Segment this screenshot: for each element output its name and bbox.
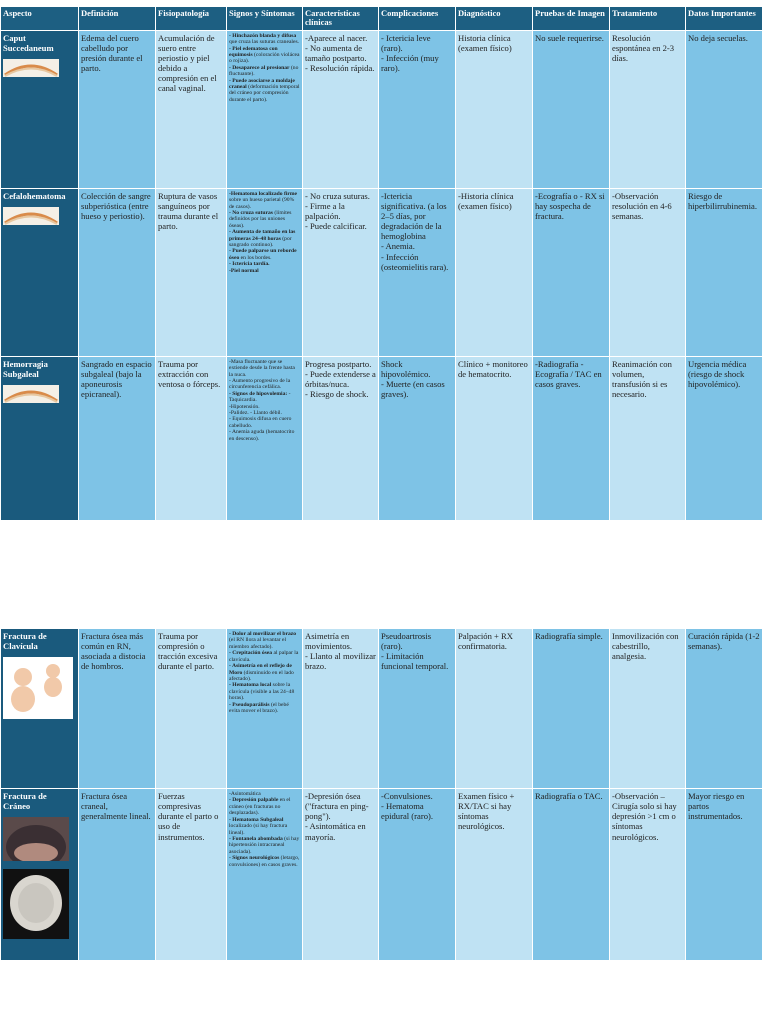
cell-text: - Muerte (en casos graves). [381,378,445,400]
datos-cell [686,629,763,789]
cell-text: Pseudoartrosis (raro). [381,631,432,652]
sign-text: -Piel normal [229,267,259,274]
sign-text: (coloración violácea o rojiza). [229,51,300,65]
diagnostico-cell [456,188,533,356]
cell-text: Caput Succedaneum [3,32,54,53]
sign-text: - Signos de hipovolemia: [229,390,288,397]
header-cell: Complicaciones [379,7,456,31]
clinicas-cell [303,30,379,188]
cell-text: -Radiografía -Ecografía / TAC en casos graves. [535,358,602,389]
cell-text: -Aparece al nacer. [305,32,368,43]
sign-text: - Fontanela abombada [229,835,283,842]
cell-text: Edema del cuero cabelludo por presión durante el parto. [81,32,143,74]
cell-text: Curación rápida (1-2 semanas). [688,631,760,652]
sign-text: - Anemia aguda (hematocrito en descenso). [229,429,295,442]
infant-head-icon [3,817,69,861]
diagnostico-cell [456,356,533,520]
sign-text: en el cráneo (en fracturas no desplazadas). [229,797,291,817]
cell-text: Examen físico + RX/TAC si hay síntomas neurológicos. [458,791,515,832]
cell-text: -Historia clínica (examen físico) [458,190,514,211]
imagen-cell [533,30,610,188]
header-cell: Tratamiento [610,7,686,31]
cell-text: - Riesgo de shock. [305,389,369,400]
complicaciones-cell [379,30,456,188]
fisio-cell [156,629,227,789]
complicaciones-cell [379,629,456,789]
scalp-diagram-icon [3,207,59,225]
scalp-diagram-icon [3,385,59,403]
cell-text: Urgencia médica (riesgo de shock hipovolémico). [688,358,747,389]
imagen-cell [533,629,610,789]
cell-text: Clínico + monitoreo de hematocrito. [458,358,528,379]
cell-text: - Infección (muy raro). [381,52,439,74]
skull-ct-icon [3,869,69,939]
definicion-cell [79,629,156,789]
sign-text: que cruza las suturas craneales. [229,39,300,46]
clinicas-cell [303,789,379,961]
sign-text: - Signos neurológicos [229,855,280,862]
cell-text: Radiografía o TAC. [535,791,603,801]
cell-text: Fractura ósea más común en RN, asociada a distocia de hombros. [81,631,146,672]
scalp-diagram-icon [3,59,59,77]
sign-text: - Hinchazón blanda y difusa [229,32,297,39]
sign-text: - No cruza suturas [229,209,273,216]
sign-text: (límites definidos por las uniones óseas). [229,209,292,229]
header-row [1,7,763,31]
sign-text: - Hematoma local [229,682,272,689]
aspect-cell [1,356,79,520]
sign-text: -Asintomática [229,791,261,797]
cell-text: -Convulsiones. [381,791,433,801]
aspect-cell [1,30,79,188]
signs-cell [227,629,303,789]
diagnostico-cell [456,789,533,961]
fisio-cell [156,30,227,188]
cell-text: Inmovilización con cabestrillo, analgesia. [612,631,679,662]
complicaciones-cell [379,188,456,356]
cell-text: Acumulación de suero entre periostio y piel debido a compresión en el canal vaginal. [158,32,217,94]
datos-cell [686,188,763,356]
sign-text: (no fluctuante). [229,64,299,78]
table-row [1,356,763,520]
imagen-cell [533,356,610,520]
datos-cell [686,30,763,188]
sign-text: (letargo, convulsiones) en casos graves. [229,855,300,868]
tratamiento-cell [610,188,686,356]
sign-text: -Hematoma localizado firme [229,190,298,197]
definicion-cell [79,789,156,961]
tratamiento-cell [610,356,686,520]
cell-text: - No cruza suturas. [305,190,370,201]
clinicas-cell [303,629,379,789]
cell-text: -Observación resolución en 4-6 semanas. [612,190,672,221]
cell-text: Asimetría en movimientos. [305,631,353,652]
diagnostico-cell [456,30,533,188]
signs-cell [227,30,303,188]
imagen-cell [533,188,610,356]
sign-text: (si hay hipertensión intracraneal asociada). [229,835,300,855]
cell-text: -Depresión ósea ("fractura en ping-pong"). [305,791,369,822]
sign-text: -Hipotensión. [229,403,260,410]
table-row [1,629,763,789]
aspect-cell [1,629,79,789]
sign-text: sobre un hueso parietal (90% de casos). [229,197,295,210]
sign-text: - Piel edematosa con equimosis [229,45,278,58]
header-cell: Aspecto [1,7,79,31]
birth-trauma-table-bottom [0,628,763,961]
complicaciones-cell [379,789,456,961]
header-cell: Pruebas de Imagen [533,7,610,31]
tratamiento-cell [610,30,686,188]
cell-text: - Infección (osteomielitis rara). [381,251,449,272]
sign-text: - Desaparece al presionar [229,64,290,71]
cell-text: Sangrado en espacio subgaleal (bajo la aponeurosis epicraneal). [81,358,152,400]
cell-text: Resolución espontánea en 2-3 días. [612,32,675,63]
sign-text: (disminuido en el lado afectado). [229,669,294,682]
signs-cell [227,789,303,961]
cell-text: Fractura de Clavícula [3,631,47,652]
cell-text: -Ecografía o - RX si hay sospecha de fractura. [535,190,605,221]
header-cell: Datos Importantes [686,7,763,31]
cell-text: - Firme a la palpación. [305,200,345,221]
datos-cell [686,356,763,520]
cell-text: - Ictericia leve (raro). [381,32,431,53]
sign-text: -Masa fluctuante que se extiende desde la frente hasta la nuca. [229,358,295,378]
diagnostico-cell [456,629,533,789]
cell-text: - Puede calcificar. [305,221,367,232]
cell-text: Mayor riesgo en partos instrumentados. [688,791,745,822]
header-cell: Definición [79,7,156,31]
cell-text: Trauma por extracción con ventosa o fórceps. [158,358,221,389]
sign-text: - Puede palparse un reborde óseo [229,248,297,261]
cell-text: Trauma por compresión o tracción excesiva durante el parto. [158,631,218,672]
header-cell: Fisiopatología [156,7,227,31]
cell-text: Radiografía simple. [535,631,603,641]
cell-text: - No aumenta de tamaño postparto. [305,42,367,63]
sign-text: sobre la clavícula (visible a las 24–48 horas). [229,682,295,702]
table-row [1,30,763,188]
cell-text: Fractura de Cráneo [3,791,47,812]
sign-text: (por sangrado continuo). [229,235,292,249]
cell-text: No deja secuelas. [688,32,748,43]
header-cell: Características clínicas [303,7,379,31]
cell-text: Fuerzas compresivas durante el parto o uso de instrumentos. [158,791,219,842]
sign-text: - Aumento progresivo de la circunferencia cefálica. [229,377,291,391]
sign-text: - Dolor al movilizar el brazo [229,631,297,637]
cell-text: Fractura ósea craneal, generalmente lineal. [81,791,151,822]
signs-cell [227,188,303,356]
definicion-cell [79,356,156,520]
clinicas-cell [303,356,379,520]
cell-text: -Observación – Cirugía solo si hay depresión >1 cm o síntomas neurológicos. [612,791,677,842]
cell-text: Historia clínica (examen físico) [458,32,512,53]
sign-text: (el RN llora al levantar el miembro afectado). [229,637,286,650]
table-row [1,789,763,961]
cell-text: - Puede extenderse a órbitas/nuca. [305,368,376,389]
header-cell: Diagnóstico [456,7,533,31]
cell-text: No suele requerirse. [535,32,604,43]
tratamiento-cell [610,629,686,789]
aspect-cell [1,188,79,356]
table-row [1,188,763,356]
complicaciones-cell [379,356,456,520]
sign-text: - Ictericia tardía. [229,261,270,268]
sign-text: - Depresión palpable [229,797,279,804]
sign-text: - Asimetría en el reflejo de Moro [229,663,292,676]
cell-text: Ruptura de vasos sanguíneos por trauma durante el parto. [158,190,219,232]
newborn-clavicle-icon [3,657,73,719]
sign-text: localizado (si hay fractura lineal). [229,823,288,836]
sign-text: - Pseudoparálisis [229,701,270,708]
sign-text: - Taquicardia. [229,390,291,404]
sign-text: - Puede asociarse a moldaje craneal [229,77,295,91]
fisio-cell [156,188,227,356]
sign-text: -Palidez. - Llanto débil. [229,410,282,417]
header-cell: Signos y Síntomas [227,7,303,31]
cell-text: Hemorragia Subgaleal [3,358,48,379]
sign-text: al palpar la clavícula. [229,650,299,663]
aspect-cell [1,789,79,961]
cell-text: Cefalohematoma [3,190,66,201]
signs-cell [227,356,303,520]
definicion-cell [79,30,156,188]
cell-text: - Limitación funcional temporal. [381,651,449,672]
imagen-cell [533,789,610,961]
clinicas-cell [303,188,379,356]
sign-text: (deformación temporal del cráneo por compresión durante el parto). [229,84,300,103]
fisio-cell [156,789,227,961]
cell-text: Riesgo de hiperbilirrubinemia. [688,190,757,211]
cell-text: -Ictericia significativa. (a los 2–5 días, por degradación de la hemoglobina [381,190,447,242]
sign-text: en los bordes. [239,254,272,261]
cell-text: - Resolución rápida. [305,63,375,74]
cell-text: Progresa postparto. [305,358,372,369]
sign-text: - Hematoma Subgaleal [229,816,284,823]
cell-text: - Hematoma epidural (raro). [381,801,434,822]
cell-text: Colección de sangre subperióstica (entre hueso y periostio). [81,190,151,221]
sign-text: - Crepitación ósea [229,650,273,657]
tratamiento-cell [610,789,686,961]
datos-cell [686,789,763,961]
cell-text: - Asintomática en mayoría. [305,821,366,842]
fisio-cell [156,356,227,520]
sign-text: - Aumenta de tamaño en las primeras 24–48 horas [229,229,296,242]
cell-text: Shock hipovolémico. [381,358,431,379]
definicion-cell [79,188,156,356]
birth-trauma-table-top [0,6,763,521]
sign-text: - Equimosis difusa en cuero cabelludo. [229,416,292,429]
sign-text: (el bebé evita mover el brazo). [229,701,289,715]
cell-text: Reanimación con volumen, transfusión si es necesario. [612,358,672,400]
cell-text: Palpación + RX confirmatoria. [458,631,513,652]
cell-text: - Anemia. [381,241,415,252]
cell-text: - Llanto al movilizar brazo. [305,651,376,672]
